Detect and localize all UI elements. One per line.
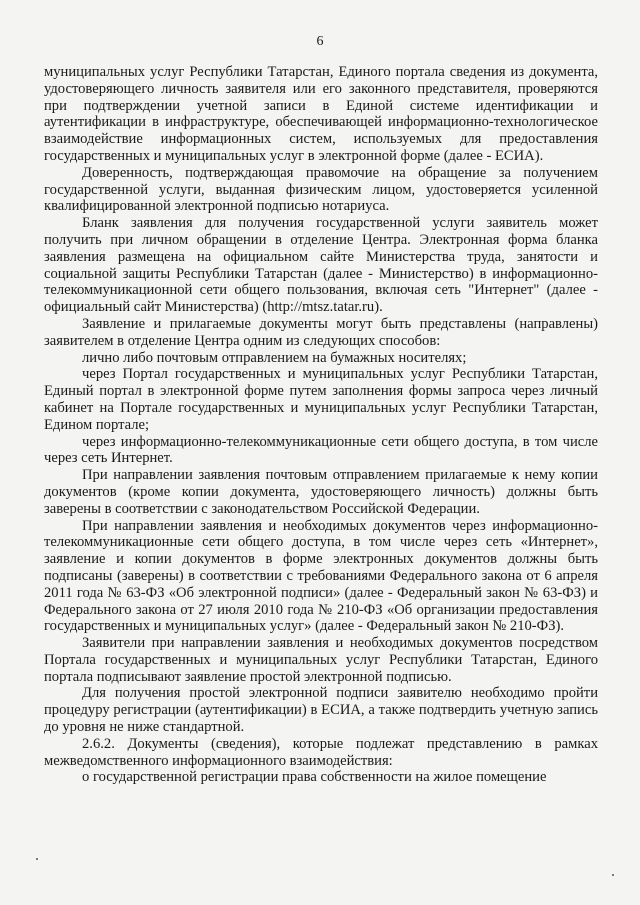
paragraph-9: При направлении заявления и необходимых документов через информационно-телекоммуникационные сети общего доступа, в том числе через сеть «Интернет», заявление и копии документов в форме электронных документов должны быть подписаны (заверены) в соответствии с требованиями Федерального закона от 6 апреля 2011 года № 63-ФЗ «Об электронной подписи» (далее - Федеральный закон № 63-ФЗ) и Федерального закона от 27 июля 2010 года № 210-ФЗ «Об организации предоставления государственных и муниципальных услуг» (далее - Федеральный закон № 210-ФЗ). (44, 517, 598, 635)
paragraph-5: лично либо почтовым отправлением на бумажных носителях; (82, 349, 467, 366)
paragraph-11: Для получения простой электронной подписи заявителю необходимо пройти процедуру регистрации (аутентификации) в ЕСИА, а также подтвердить учетную запись до уровня не ниже стандартной. (44, 685, 598, 736)
document-body (44, 64, 598, 786)
paragraph-1: муниципальных услуг Республики Татарстан, Единого портала сведения из документа, удостоверяющего личность заявителя или его законного представителя, проверяются при подтверждении учетной записи в Единой системе идентификации и аутентификации в инфраструктуре, обеспечивающей информационно-технологическое взаимодействие информационных систем, используемых для предоставления государственных и муниципальных услуг в электронной форме (далее - ЕСИА). (44, 64, 598, 164)
paragraph-4: Заявление и прилагаемые документы могут быть представлены (направлены) заявителем в отделение Центра одним из следующих способов: (44, 315, 598, 349)
paragraph-3: Бланк заявления для получения государственной услуги заявитель может получить при личном обращении в отделение Центра. Электронная форма бланка заявления размещена на официальном сайте Министерства труда, занятости и социальной защиты Республики Татарстан (далее - Министерство) в информационно-телекоммуникационной сети общего пользования, включая сеть "Интернет" (далее - официальный сайт Министерства) (http://mtsz.tatar.ru). (44, 215, 598, 316)
paragraph-12: 2.6.2. Документы (сведения), которые подлежат представлению в рамках межведомственного информационного взаимодействия: (44, 735, 598, 769)
paragraph-10: Заявители при направлении заявления и необходимых документов посредством Портала государственных и муниципальных услуг Республики Татарстан, Единого портала подписывают заявление простой электронной подписью. (44, 635, 598, 685)
paragraph-6: через Портал государственных и муниципальных услуг Республики Татарстан, Единый портал в электронной форме путем заполнения формы запроса через личный кабинет на Портале государственных и муниципальных услуг Республики Татарстан, Едином портале; (44, 366, 598, 433)
paragraph-7: через информационно-телекоммуникационные сети общего доступа, в том числе через сеть Интернет. (44, 433, 598, 467)
paragraph-8: При направлении заявления почтовым отправлением прилагаемые к нему копии документов (кроме копии документа, удостоверяющего личность) должны быть заверены в соответствии с законодательством Российской Федерации. (44, 467, 598, 517)
scan-speck (36, 858, 38, 860)
scan-speck (612, 874, 614, 876)
paragraph-13: о государственной регистрации права собственности на жилое помещение (82, 769, 547, 786)
paragraph-2: Доверенность, подтверждающая правомочие на обращение за получением государственной услуги, выданная физическим лицом, удостоверяется усиленной квалифицированной электронной подписью нотариуса. (44, 164, 598, 215)
page-number: 6 (316, 34, 324, 49)
